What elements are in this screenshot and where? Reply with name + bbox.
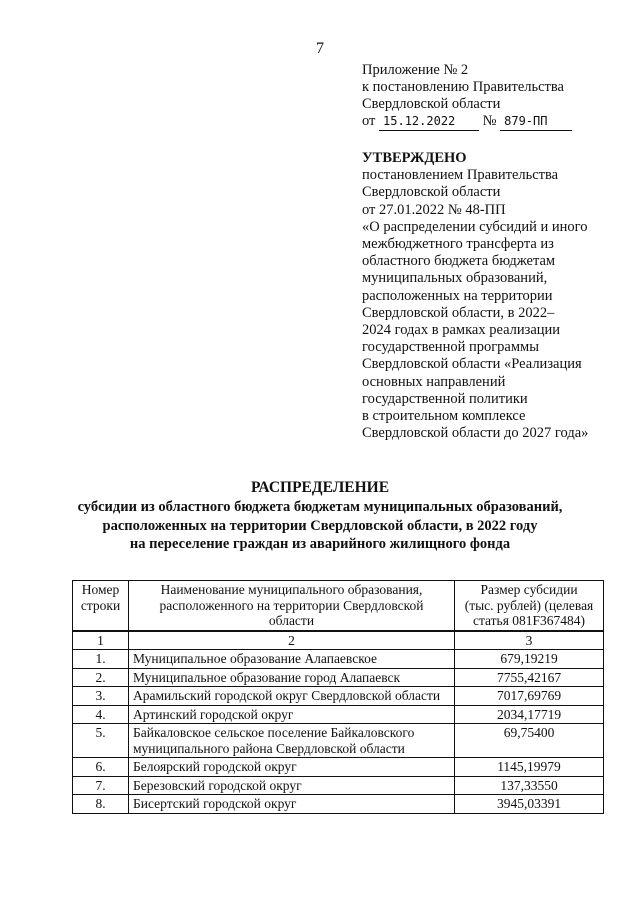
table-row: [73, 668, 604, 687]
approved-line: муниципальных образований,: [362, 270, 548, 287]
header-name: Наименование муниципального образования, расположенного на территории Свердловской области: [129, 581, 455, 631]
row-number: 4.: [73, 705, 129, 724]
index-cell: 1: [73, 631, 129, 650]
row-value: 1145,19979: [455, 758, 604, 777]
row-value: 3945,03391: [455, 795, 604, 814]
row-value: 69,75400: [455, 724, 604, 758]
row-value: 7017,69769: [455, 687, 604, 706]
approved-line: от 27.01.2022 № 48-ПП: [362, 201, 506, 218]
table-row: [73, 795, 604, 814]
appendix-block: [362, 62, 622, 131]
row-number: 8.: [73, 795, 129, 814]
appendix-line3: Свердловской области: [362, 96, 501, 112]
appendix-line1: Приложение № 2: [362, 62, 469, 78]
table-row: [73, 724, 604, 758]
number-prefix: №: [482, 113, 497, 129]
table-row: [73, 776, 604, 795]
document-title: РАСПРЕДЕЛЕНИЕ: [250, 479, 390, 496]
row-number: 6.: [73, 758, 129, 777]
row-number: 1.: [73, 650, 129, 669]
approved-line: областного бюджета бюджетам: [362, 253, 556, 270]
row-name: Березовский городской округ: [129, 776, 455, 795]
row-name: Байкаловское сельское поселение Байкаловского муниципального района Свердловской области: [129, 724, 455, 758]
row-number: 7.: [73, 776, 129, 795]
approved-line: Свердловской области «Реализация: [362, 356, 582, 373]
row-value: 2034,17719: [455, 705, 604, 724]
approved-line: межбюджетного трансферта из: [362, 236, 554, 253]
table-row: [73, 705, 604, 724]
table-row: [73, 758, 604, 777]
subsidy-table: [72, 580, 604, 814]
row-name: Белоярский городской округ: [129, 758, 455, 777]
document-subtitle: [0, 498, 640, 554]
appendix-line2: к постановлению Правительства: [362, 79, 564, 95]
approved-line: расположенных на территории: [362, 287, 553, 304]
approved-line: 2024 годах в рамках реализации: [362, 322, 561, 339]
number-value: 879-ПП: [500, 113, 572, 131]
row-name: Бисертский городской округ: [129, 795, 455, 814]
approved-line: государственной программы: [362, 339, 539, 356]
row-number: 2.: [73, 668, 129, 687]
row-value: 137,33550: [455, 776, 604, 795]
approved-block: [362, 150, 622, 442]
date-value: 15.12.2022: [379, 113, 479, 131]
table-index-row: [73, 631, 604, 650]
approved-line: в строительном комплексе: [362, 408, 526, 425]
approved-line: постановлением Правительства: [362, 167, 559, 184]
row-name: Муниципальное образование город Алапаевск: [129, 668, 455, 687]
index-cell: 2: [129, 631, 455, 650]
approved-title: УТВЕРЖДЕНО: [362, 150, 467, 166]
appendix-date-line: [362, 113, 622, 131]
row-name: Муниципальное образование Алапаевское: [129, 650, 455, 669]
table-row: [73, 687, 604, 706]
page-number: 7: [316, 40, 324, 57]
header-number: Номер строки: [73, 581, 129, 631]
row-number: 3.: [73, 687, 129, 706]
approved-line: Свердловской области до 2027 года»: [362, 425, 589, 442]
row-number: 5.: [73, 724, 129, 758]
subtitle-line1: субсидии из областного бюджета бюджетам муниципальных образований,: [77, 499, 563, 515]
approved-line: государственной политики: [362, 390, 528, 407]
table-row: [73, 650, 604, 669]
table-header-row: [73, 581, 604, 631]
row-name: Арамильский городской округ Свердловской области: [129, 687, 455, 706]
row-name: Артинский городской округ: [129, 705, 455, 724]
row-value: 679,19219: [455, 650, 604, 669]
date-prefix: от: [362, 113, 376, 129]
header-value: Размер субсидии (тыс. рублей) (целевая статья 081F367484): [455, 581, 604, 631]
approved-line: Свердловской области, в 2022–: [362, 304, 555, 321]
approved-line: основных направлений: [362, 373, 506, 390]
row-value: 7755,42167: [455, 668, 604, 687]
subtitle-line3: на переселение граждан из аварийного жилищного фонда: [129, 536, 511, 552]
subtitle-line2: расположенных на территории Свердловской области, в 2022 году: [102, 517, 538, 534]
index-cell: 3: [455, 631, 604, 650]
approved-line: «О распределении субсидий и иного: [362, 218, 588, 235]
approved-line: Свердловской области: [362, 184, 501, 201]
